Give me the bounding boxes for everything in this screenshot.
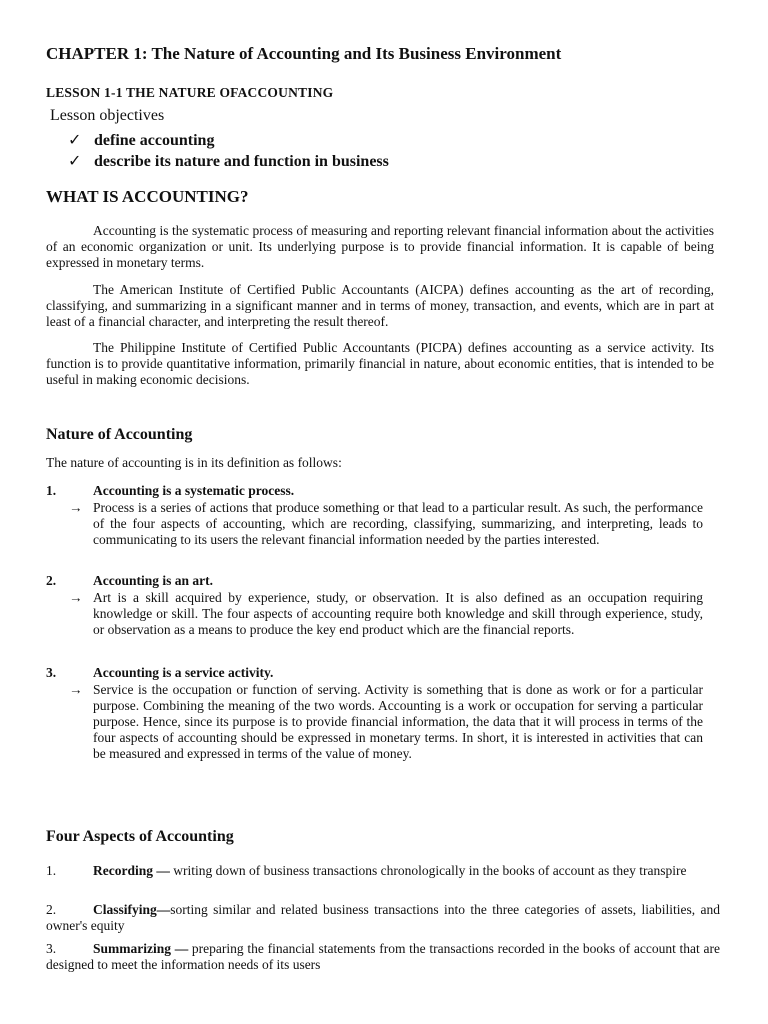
nature-item-text: Service is the occupation or function of serving. Activity is something that is done as work or for a particular purpose. Combining the meaning of the two words. Accounting is a work or occupation for serving a particular purpose. Hence, since its purpose is to provide financial information, the data that it will process in terms of the four aspects of accounting should be expressed in monetary terms. In short, it is interested in activities that can be measured and expressed in terms of the value of money. <box>93 682 703 761</box>
objective-item <box>68 151 389 171</box>
nature-item-title: 2. Accounting is an art. <box>46 573 214 588</box>
nature-item-title: 1. Accounting is a systematic process. <box>46 483 295 498</box>
nature-item-title: 3. Accounting is a service activity. <box>46 665 274 680</box>
what-is-heading: WHAT IS ACCOUNTING? <box>46 187 249 206</box>
objective-text: describe its nature and function in business <box>94 153 389 170</box>
objective-text: define accounting <box>94 132 215 149</box>
checkmark-icon: ✓ <box>68 153 82 170</box>
aspect-item: 3. Summarizing — preparing the financial statements from the transactions recorded in the books of account that are designed to meet the information needs of its users <box>46 941 720 972</box>
arrow-icon: → <box>69 682 83 697</box>
arrow-icon: → <box>69 500 83 515</box>
paragraph: The Philippine Institute of Certified Public Accountants (PICPA) defines accounting as a service activity. Its function is to provide quantitative information, primarily financial in nature, about economic entities, that is intended to be useful in making economic decisions. <box>46 340 714 387</box>
nature-item-text: Process is a series of actions that produce something or that lead to a particular result. As such, the performance of the four aspects of accounting, which are recording, classifying, summarizing, and interpreting, leads to communicating to its users the relevant financial information needed by the parties interested. <box>93 500 703 547</box>
aspect-item: 1. Recording — writing down of business transactions chronologically in the books of account as they transpire <box>46 863 687 878</box>
objectives-title: Lesson objectives <box>50 107 165 124</box>
lesson-title: LESSON 1-1 THE NATURE OFACCOUNTING <box>46 85 334 100</box>
paragraph: Accounting is the systematic process of measuring and reporting relevant financial information about the activities of an economic organization or unit. Its underlying purpose is to provide financial information. It is capable of being expressed in monetary terms. <box>46 223 714 270</box>
objective-item <box>68 130 214 150</box>
checkmark-icon: ✓ <box>68 132 82 149</box>
paragraph: The American Institute of Certified Public Accountants (AICPA) defines accounting as the art of recording, classifying, and summarizing in a significant manner and in terms of money, transaction, and events, which are in part at least of a financial character, and interpreting the result thereof. <box>46 282 714 329</box>
aspect-item: 2. Classifying—sorting similar and related business transactions into the three categories of assets, liabilities, and owner's equity <box>46 902 720 933</box>
nature-heading: Nature of Accounting <box>46 426 193 443</box>
chapter-title: CHAPTER 1: The Nature of Accounting and Its Business Environment <box>46 44 562 63</box>
aspects-heading: Four Aspects of Accounting <box>46 828 234 845</box>
arrow-icon: → <box>69 590 83 605</box>
nature-item-text: Art is a skill acquired by experience, study, or observation. It is also defined as an occupation requiring knowledge or skill. The four aspects of accounting require both knowledge and skill through experience, study, or observation as a means to produce the key end product which are the financial reports. <box>93 590 703 637</box>
nature-intro: The nature of accounting is in its definition as follows: <box>46 455 342 470</box>
